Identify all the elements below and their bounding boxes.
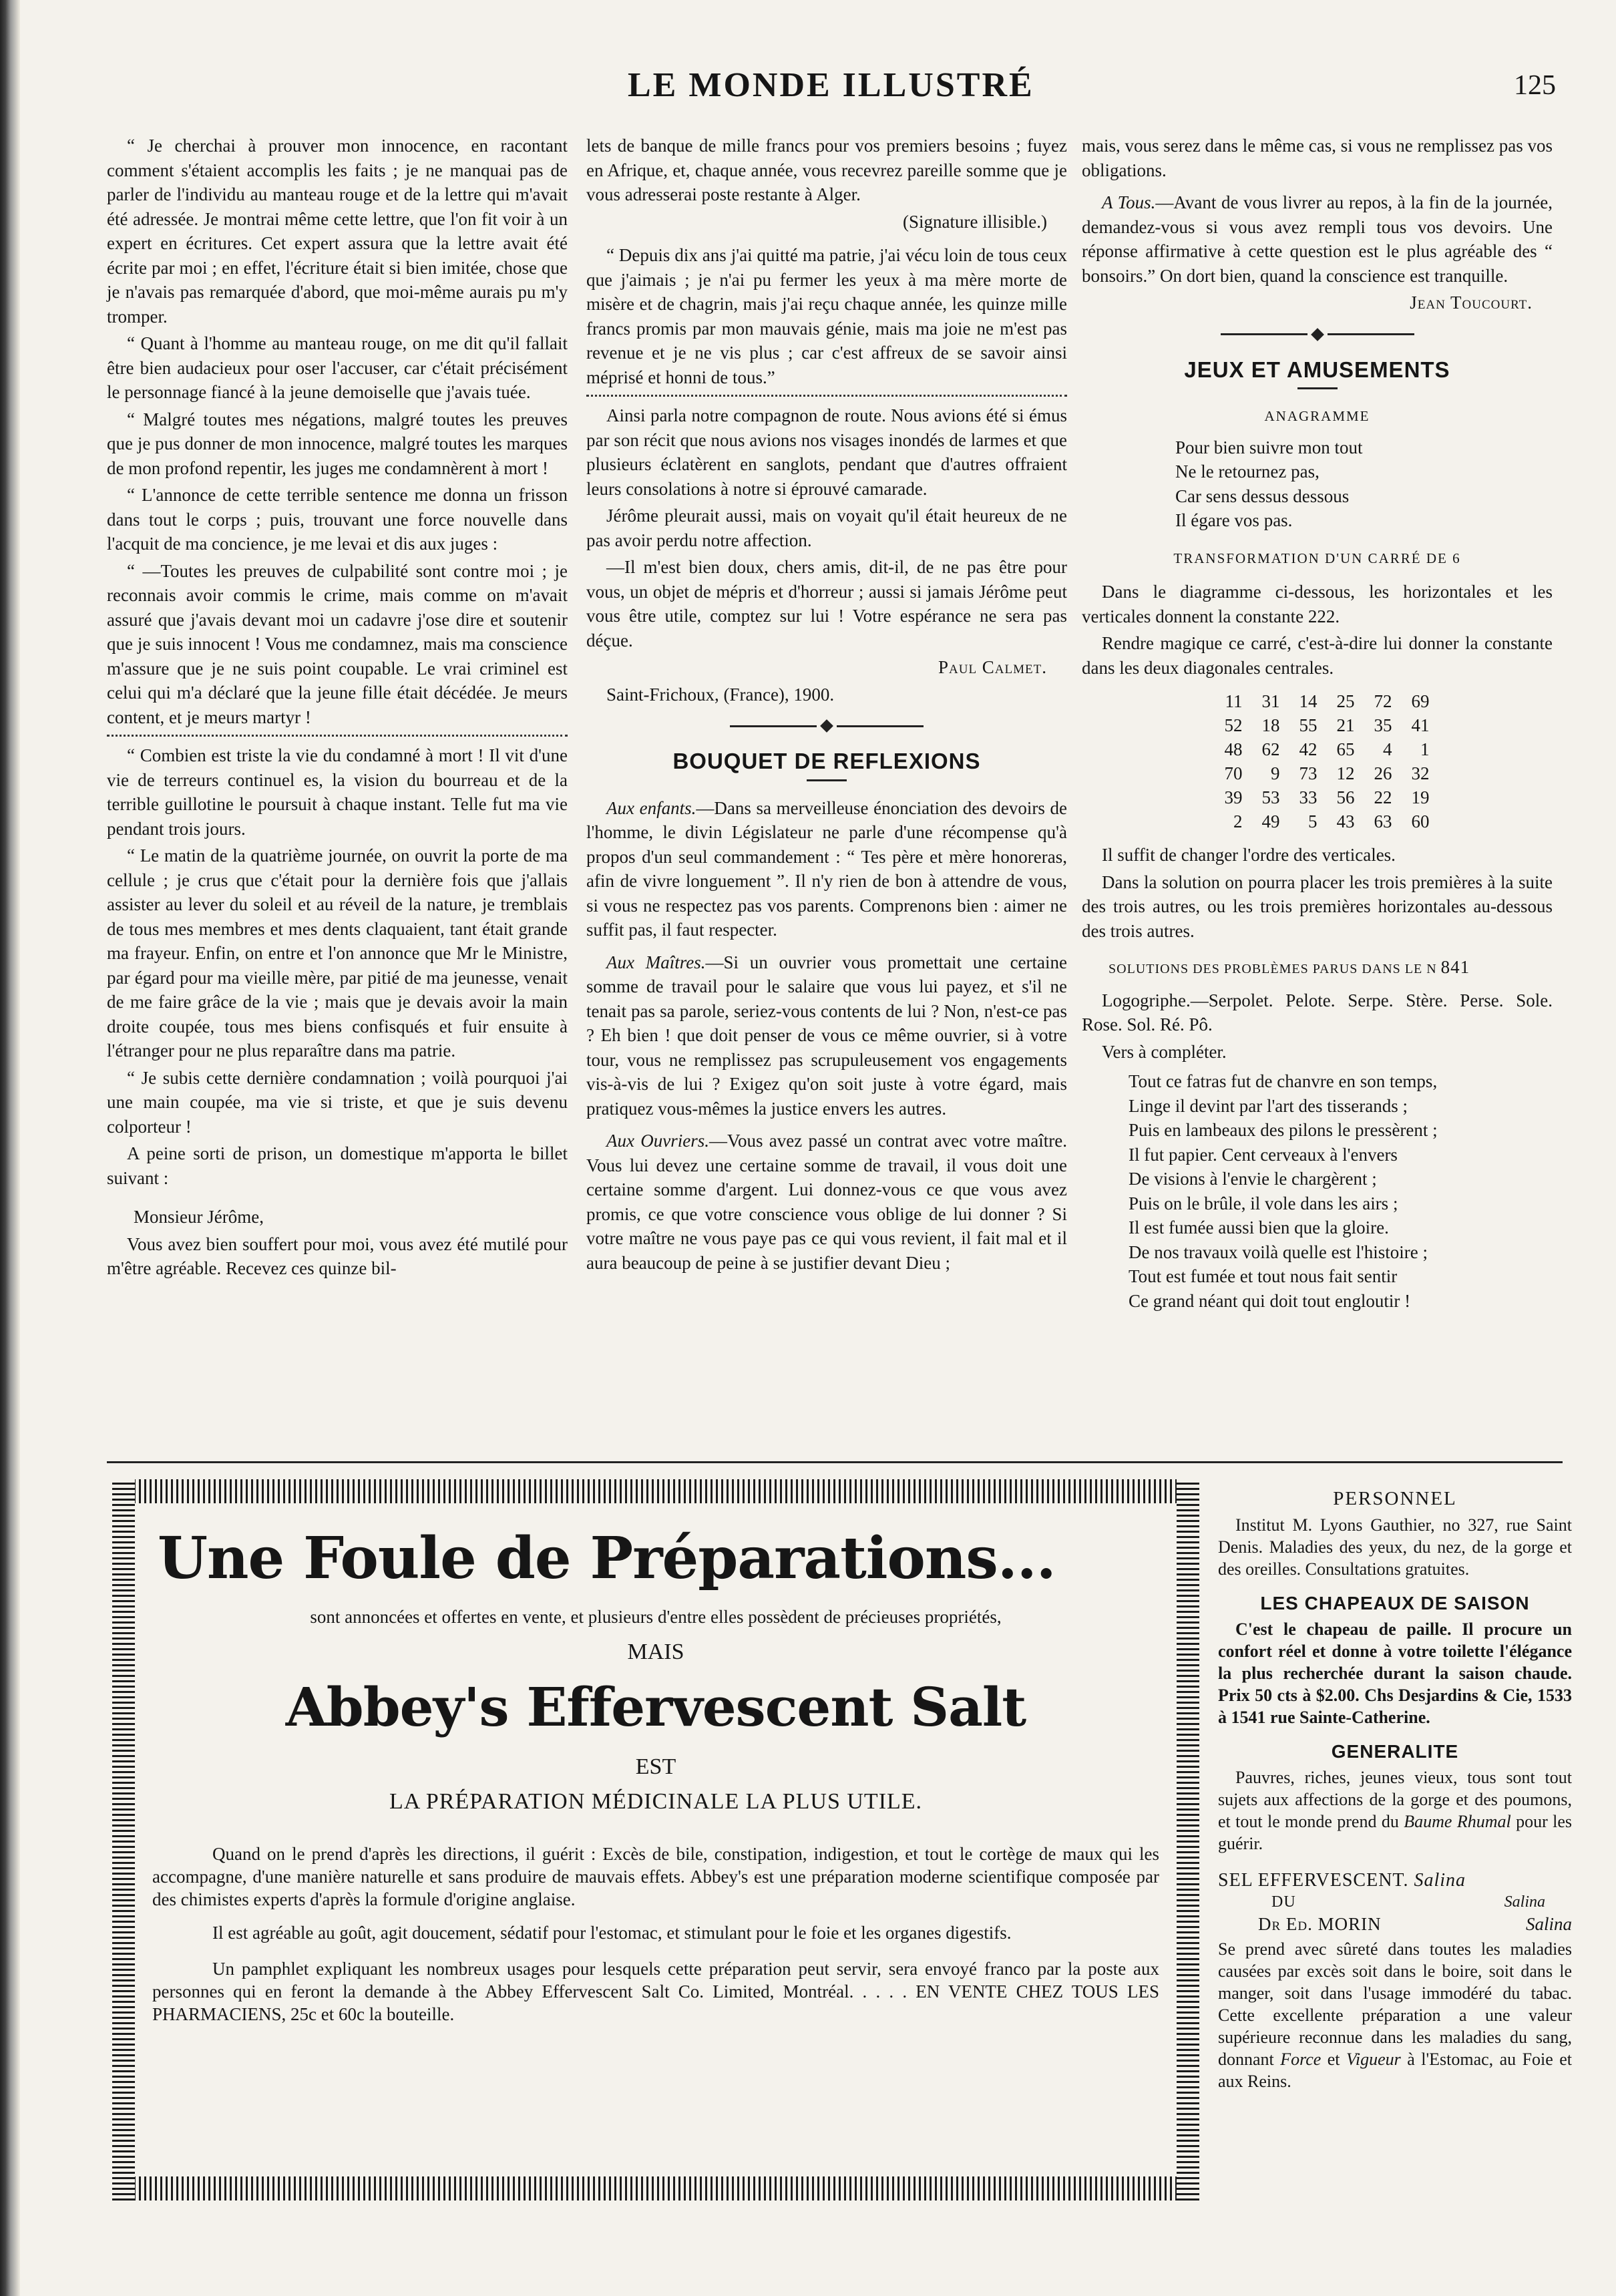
conjunction: et <box>1327 2050 1340 2069</box>
magic-square-cell: 48 <box>1224 739 1243 759</box>
paragraph: Vers à compléter. <box>1102 1041 1227 1062</box>
ad-border-left <box>112 1479 135 2201</box>
magic-square-cell: 9 <box>1271 763 1280 783</box>
magic-square-row <box>1205 713 1430 737</box>
classified-text: Se prend avec sûreté dans toutes les maladies causées par excès soit dans le boire, soit dans le manger, soit dans l'usage immodéré du tabac. Cette excellente préparation a une valeur supérieure reconnue dans les maladies du sang, donnant <box>1218 1939 1572 2069</box>
magic-square-cell: 11 <box>1225 691 1243 711</box>
paragraph: “ L'annonce de cette terrible sentence me donna un frisson dans tout le corps ; puis, trouvant une force nouvelle dans l'acquit de ma concience, je me levai et dis aux juges : <box>107 485 568 554</box>
classified-text: à l'Estomac, au Foie et aux Reins. <box>1218 2050 1572 2091</box>
du-row <box>1218 1891 1572 1913</box>
magic-square-cell: 49 <box>1261 811 1280 831</box>
magic-square-cell: 5 <box>1308 811 1318 831</box>
paragraph: Dans le diagramme ci-dessous, les horizontales et les verticales donnent la constante 222. <box>1082 582 1553 626</box>
classified-heading-row <box>1218 1869 1572 1891</box>
column-2 <box>586 134 1067 1278</box>
ad-subheadline: sont annoncées et offertes en vente, et plusieurs d'entre elles possèdent de précieuses propriétés, <box>310 1607 1002 1627</box>
subheading: ANAGRAMME <box>1264 408 1370 424</box>
verse-line: Il égare vos pas. <box>1175 510 1293 530</box>
paragraph: Vous avez bien souffert pour moi, vous avez été mutilé pour m'être agréable. Recevez ces quinze bil- <box>107 1233 568 1278</box>
section-heading: BOUQUET DE REFLEXIONS <box>672 749 981 773</box>
heading-rule <box>807 779 847 781</box>
magic-square-cell: 43 <box>1336 811 1355 831</box>
page-binding-edge <box>0 0 20 2296</box>
paragraph: “ Je subis cette dernière condamnation ; voilà pourquoi j'ai une main coupée, ma vie si triste, et que je suis devenu colporteur ! <box>107 1067 568 1137</box>
poem-verse <box>1082 1069 1553 1313</box>
verse-line: Pour bien suivre mon tout <box>1175 437 1363 457</box>
paragraph: Ainsi parla notre compagnon de route. Nous avions été si émus par son récit que nous avions nos visages inondés de larmes et que plusieurs éclatèrent en sanglots, pendant que d'autres offraient leurs consolations à notre si éprouvé camarade. <box>586 405 1067 499</box>
advertisement-abbeys-salt <box>112 1479 1199 2201</box>
magic-square-cell: 70 <box>1224 763 1243 783</box>
emphasis-word: Vigueur <box>1346 2050 1401 2069</box>
ad-est: EST <box>635 1754 676 1779</box>
brand-salina: Salina <box>1414 1870 1466 1891</box>
magic-square-cell: 4 <box>1383 739 1392 759</box>
paragraph: “ Le matin de la quatrième journée, on ouvrit la porte de ma cellule ; je crus que c'était pour la dernière fois que j'allais assister au lever du soleil et au réveil de la nature, je tremblais de tous mes membres et mes dents claquaient, tant était grande ma frayeur. Enfin, on entre et l'on annonce que Mr le Ministre, par égard pour ma vieille mère, par pitié de ma jeunesse, venait de me faire grâce de la vie ; mais que je devais avoir la main droite coupée, tous mes biens confisqués et fuir ensuite à l'étranger pour ne plus reparaître dans ma patrie. <box>107 845 568 1061</box>
verse-line: Il est fumée aussi bien que la gloire. <box>1129 1217 1389 1237</box>
magic-square-cell: 60 <box>1411 811 1430 831</box>
verse-line: Linge il devint par l'art des tisserands ; <box>1129 1095 1408 1116</box>
ornament-divider <box>586 721 1067 731</box>
verse-line: Puis en lambeaux des pilons le pressèrent ; <box>1129 1120 1438 1140</box>
ad-paragraph: Il est agréable au goût, agit doucement, sédatif pour l'estomac, et stimulant pour le foie et les organes digestifs. <box>212 1923 1012 1943</box>
magic-square-cell: 21 <box>1336 715 1355 735</box>
dotted-separator <box>107 735 568 737</box>
author-signature: Jean Toucourt. <box>1410 293 1533 313</box>
lead-in: Aux Ouvriers. <box>606 1131 709 1151</box>
magic-square-cell: 69 <box>1411 691 1430 711</box>
magic-square-cell: 55 <box>1299 715 1318 735</box>
magic-square-cell: 35 <box>1374 715 1392 735</box>
paragraph: Dans la solution on pourra placer les trois premières à la suite des trois autres, ou les trois premières horizontales au-dessous des trois autres. <box>1082 872 1553 941</box>
place-date: Saint-Frichoux, (France), 1900. <box>606 684 835 705</box>
ad-paragraph: Un pamphlet expliquant les nombreux usages pour lesquels cette préparation peut servir, sera envoyé franco par la poste aux personnes qui en feront la demande à the Abbey Effervescent Salt Co. Limited, Montréal. <box>152 1959 1159 2001</box>
section-heading: JEUX ET AMUSEMENTS <box>1184 357 1450 382</box>
magic-square-cell: 22 <box>1374 787 1392 807</box>
magic-square-cell: 2 <box>1233 811 1243 831</box>
lead-in: Aux enfants. <box>606 797 696 818</box>
ad-border-top <box>112 1479 1199 1503</box>
magic-square-cell: 41 <box>1411 715 1430 735</box>
magic-square-row <box>1205 689 1430 713</box>
paragraph: “ Quant à l'homme au manteau rouge, on me dit qu'il fallait être bien audacieux pour oser l'accuser, car c'était précisément le personnage fiancé à la jeune demoiselle que j'avais tuée. <box>107 333 568 402</box>
du-label: DU <box>1271 1893 1296 1911</box>
brand-salina: Salina <box>1525 1914 1572 1934</box>
maker-row <box>1218 1913 1572 1935</box>
magic-square-cell: 1 <box>1420 739 1430 759</box>
heading-rule <box>1297 387 1338 389</box>
paragraph: —Il m'est bien doux, chers amis, dit-il, de ne pas être pour vous, un objet de mépris et d'horreur ; aussi si jamais Jérôme peut vous être utile, comptez sur lui ! Votre espérance ne sera pas déçue. <box>586 557 1067 650</box>
magic-square-cell: 73 <box>1299 763 1318 783</box>
page-number: 125 <box>1514 70 1556 101</box>
verse-line: Ne le retournez pas, <box>1175 461 1320 482</box>
magic-square-row <box>1205 737 1430 761</box>
magic-square-cell: 12 <box>1336 763 1355 783</box>
anagram-verse <box>1082 435 1553 533</box>
paragraph: lets de banque de mille francs pour vos premiers besoins ; fuyez en Afrique, et, chaque année, vous recevrez pareille somme que je vous adresserai poste restante à Alger. <box>586 136 1067 204</box>
ad-sale-line: . . . . EN VENTE CHEZ TOUS LES PHARMACIENS, 25c et 60c la bouteille. <box>152 1981 1159 2024</box>
column-3 <box>1082 134 1553 1313</box>
emphasis-word: Force <box>1280 2050 1322 2069</box>
magic-square-cell: 31 <box>1261 691 1280 711</box>
paragraph: “ —Toutes les preuves de culpabilité sont contre moi ; je reconnais avoir commis le crime, mais comme on m'avait assuré que j'avais devant moi un cadavre j'ose dire et soutenir que je suis innocent ! Vous me condamnez, mais ma conscience m'assure que je ne suis point coupable. Le vrai criminel est celui qui m'a déclaré que la jeune fille était décédée. Je meurs content, et je meurs martyr ! <box>107 560 568 727</box>
ad-border-bottom <box>112 2176 1199 2201</box>
paragraph: “ Depuis dix ans j'ai quitté ma patrie, j'ai vécu loin de tous ceux que j'aimais ; je n'ai pu fermer les yeux à ma mère morte de misère et de chagrin, mais j'ai reçu chaque année, les quinze mille francs promis par mon mauvais génie, mais ma joie ne m'est pas revenue et je ne vis plus ; car c'est affreux de se savoir ainsi méprisé et honni de tous.” <box>586 245 1067 387</box>
magic-square-cell: 19 <box>1411 787 1430 807</box>
magic-square-row <box>1205 809 1430 833</box>
dotted-separator <box>586 395 1067 397</box>
paragraph: Jérôme pleurait aussi, mais on voyait qu'il était heureux de ne pas avoir perdu notre affection. <box>586 506 1067 550</box>
classified-heading: SEL EFFERVESCENT. <box>1218 1870 1409 1891</box>
paragraph: Logogriphe.—Serpolet. Pelote. Serpe. Stère. Perse. Sole. Rose. Sol. Ré. Pô. <box>1082 990 1553 1034</box>
magic-square-cell: 26 <box>1374 763 1392 783</box>
solutions-heading: SOLUTIONS DES PROBLÈMES PARUS DANS LE N <box>1108 962 1437 976</box>
lead-in: A Tous. <box>1102 192 1156 212</box>
letter-salutation: Monsieur Jérôme, <box>134 1207 264 1227</box>
ad-tagline: LA PRÉPARATION MÉDICINALE LA PLUS UTILE. <box>389 1789 923 1814</box>
signature: (Signature illisible.) <box>903 211 1047 232</box>
paragraph: mais, vous serez dans le même cas, si vous ne remplissez pas vos obligations. <box>1082 136 1553 180</box>
magic-square-cell: 14 <box>1299 691 1318 711</box>
paragraph: —Si un ouvrier vous promettait une certaine somme de travail pour le salaire que vous lui payez, et s'il ne tenait pas sa parole, seriez-vous contents de lui ? Non, n'est-ce pas ? Eh bien ! que doit penser de vous ce même ouvrier, si à votre tour, vous ne remplissez pas scrupuleusement vos engagements vis-à-vis de lui ? Exigez qu'on soit juste à votre égard, mais pratiquez vous-mêmes la justice envers les autres. <box>586 952 1068 1119</box>
ad-content <box>152 1519 1159 2160</box>
magic-square-cell: 25 <box>1336 691 1355 711</box>
magic-square-row <box>1205 785 1430 809</box>
brand-salina: Salina <box>1504 1893 1545 1911</box>
magic-square-cell: 72 <box>1374 691 1392 711</box>
verse-line: Puis on le brûle, il vole dans les airs ; <box>1129 1193 1398 1213</box>
verse-line: Car sens dessus dessous <box>1175 486 1350 506</box>
classified-heading: PERSONNEL <box>1333 1488 1457 1509</box>
classified-column <box>1218 1483 1572 2092</box>
paragraph: —Dans sa merveilleuse énonciation des devoirs de l'homme, le divin Législateur ne parle d'une récompense qu'à propos d'un seul commandement : “ Tes père et mère honoreras, afin de vivre longuement ”. Il n'y rien de bon à attendre de vous, si vous ne respectez pas vos parents. Comprenons bien : aimer ne suffit pas, il faut respecter. <box>586 797 1067 940</box>
classified-heading: GENERALITE <box>1331 1741 1459 1762</box>
classified-text: Institut M. Lyons Gauthier, no 327, rue Saint Denis. Maladies des yeux, du nez, de la gorge et des oreilles. Consultations gratuites. <box>1218 1515 1572 1579</box>
magic-square-cell: 39 <box>1224 787 1243 807</box>
ornament-divider <box>1082 330 1553 339</box>
paragraph: A peine sorti de prison, un domestique m'apporta le billet suivant : <box>107 1143 568 1188</box>
ad-body <box>152 1843 1159 2026</box>
classified-text: pour les guérir. <box>1218 1812 1573 1853</box>
ad-paragraph: Quand on le prend d'après les directions, il guérit : Excès de bile, constipation, indigestion, et tout le cortège de maux qui les accompagne, d'une manière naturelle et sans produire de mauvais effets. Abbey's est une préparation moderne scientifique composée par des chimistes experts d'après la formule d'origine anglaise. <box>152 1844 1159 1909</box>
magic-square-cell: 56 <box>1336 787 1355 807</box>
masthead: LE MONDE ILLUSTRÉ <box>628 66 1034 104</box>
issue-number: 841 <box>1440 957 1470 977</box>
verse-line: De nos travaux voilà quelle est l'histoire ; <box>1129 1241 1428 1262</box>
magic-square-cell: 62 <box>1261 739 1280 759</box>
magic-square-cell: 63 <box>1374 811 1392 831</box>
magic-square <box>1205 689 1430 833</box>
magic-square-cell: 65 <box>1336 739 1355 759</box>
ad-border-right <box>1177 1479 1199 2201</box>
paragraph: “ Combien est triste la vie du condamné à mort ! Il vit d'une vie de terreurs continuel es, la vision du bourreau et de la terrible guillotine le poursuit à chaque instant. Telle fut ma vie pendant trois jours. <box>107 745 568 839</box>
magic-square-cell: 33 <box>1299 787 1318 807</box>
product-name: Baume Rhumal <box>1404 1812 1511 1831</box>
paragraph: “ Je cherchai à prouver mon innocence, en racontant comment s'étaient accomplis les faits ; je ne manquai pas de parler de l'individu au manteau rouge et de la lettre qui m'avait été adressée. Je montrai même cette lettre, que l'on fit voir à un expert en écritures. Cet expert assura que la lettre avait été écrite par moi ; en effet, l'écriture était si bien imitée, chose que je n'avais pas remarquée d'abord, que moi-même aurais pu m'y tromper. <box>107 136 568 327</box>
verse-line: Il fut papier. Cent cerveaux à l'envers <box>1129 1144 1398 1165</box>
maker-name: Dr Ed. MORIN <box>1258 1914 1382 1934</box>
magic-square-cell: 42 <box>1299 739 1318 759</box>
ad-mais: MAIS <box>627 1640 684 1664</box>
verse-line: Ce grand néant qui doit tout engloutir ! <box>1129 1290 1411 1311</box>
magic-square-cell: 52 <box>1224 715 1243 735</box>
paragraph: “ Malgré toutes mes négations, malgré toutes les preuves que je pus donner de mon innocence, malgré toutes les marques de mon profond repentir, les juges me condamnèrent à mort ! <box>107 409 568 478</box>
page-header <box>107 65 1556 106</box>
author-signature: Paul Calmet. <box>938 657 1047 677</box>
classified-text: Pauvres, riches, jeunes vieux, tous sont tout sujets aux affections de la gorge et des poumons, et tout le monde prend du <box>1218 1768 1572 1831</box>
lead-in: Aux Maîtres. <box>606 952 706 972</box>
paragraph: —Avant de vous livrer au repos, à la fin de la journée, demandez-vous si vous avez rempli tous vos devoirs. Une réponse affirmative à cette question est le plus agréable des “ bonsoirs.” On dort bien, quand la conscience est tranquille. <box>1082 192 1553 286</box>
verse-line: Tout ce fatras fut de chanvre en son temps, <box>1129 1071 1438 1091</box>
subheading: TRANSFORMATION D'UN CARRÉ DE 6 <box>1173 550 1461 566</box>
classified-heading: LES CHAPEAUX DE SAISON <box>1260 1593 1530 1613</box>
section-divider <box>107 1461 1563 1463</box>
magic-square-cell: 32 <box>1411 763 1430 783</box>
magic-square-cell: 18 <box>1261 715 1280 735</box>
magic-square-row <box>1205 761 1430 785</box>
verse-line: De visions à l'envie le chargèrent ; <box>1129 1169 1377 1189</box>
classified-text: C'est le chapeau de paille. Il procure un confort réel et donne à votre toilette l'élégance la plus recherchée durant la saison chaude. Prix 50 cts à $2.00. Chs Desjardins & Cie, 1533 à 1541 rue Sainte-Catherine. <box>1218 1619 1572 1727</box>
paragraph: —Vous avez passé un contrat avec votre maître. Vous lui devez une certaine somme de travail, il vous doit une certaine somme d'argent. Lui donnez-vous ce que vous avez promis, ce que votre conscience vous oblige de lui donner ? Si votre maître ne vous paye pas ce qui vous revient, il fait mal et il aura beaucoup de peine à se justifier devant Dieu ; <box>586 1131 1067 1273</box>
ad-headline: Une Foule de Préparations... <box>158 1525 1056 1592</box>
magic-square-cell: 53 <box>1261 787 1280 807</box>
paragraph: Il suffit de changer l'ordre des verticales. <box>1102 845 1396 865</box>
verse-line: Tout est fumée et tout nous fait sentir <box>1129 1266 1398 1286</box>
column-1 <box>107 134 568 1284</box>
paragraph: Rendre magique ce carré, c'est-à-dire lui donner la constante dans les deux diagonales centrales. <box>1082 633 1553 678</box>
ad-brand-name: Abbey's Effervescent Salt <box>285 1676 1026 1738</box>
